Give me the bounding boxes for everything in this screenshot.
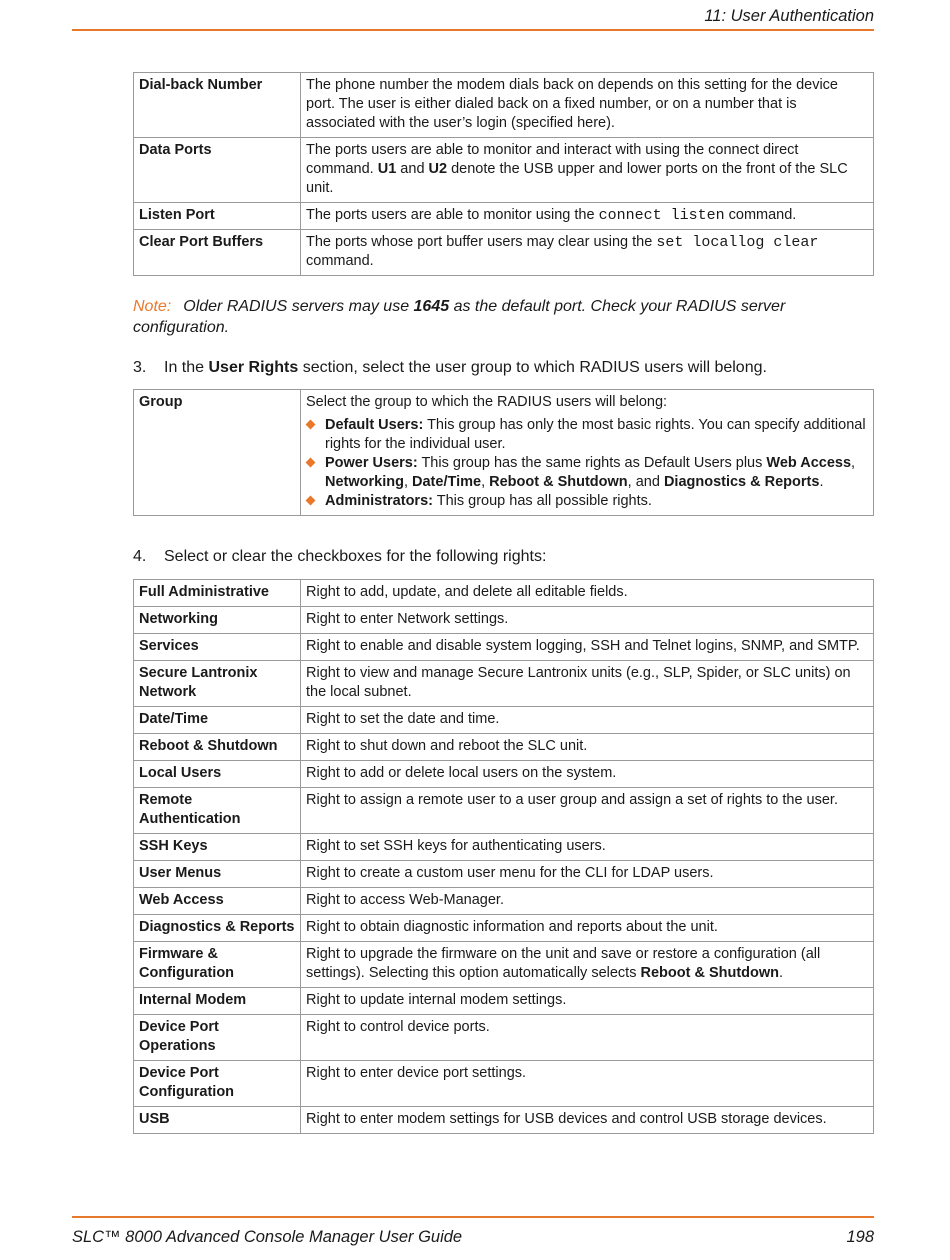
table-row [134, 138, 874, 203]
table-row [134, 1061, 874, 1107]
row-key: Date/Time [134, 707, 301, 734]
row-description [301, 1061, 874, 1107]
bold-text: Networking [325, 474, 404, 490]
row-key: Remote Authentication [134, 788, 301, 834]
row-description [301, 734, 874, 761]
text-run: . [819, 474, 824, 490]
row-key: Local Users [134, 761, 301, 788]
text-run: . [779, 965, 784, 981]
row-key: Dial-back Number [134, 73, 301, 138]
row-description [301, 73, 874, 138]
table-row [134, 203, 874, 230]
footer-rule [72, 1216, 874, 1218]
group-bullet [306, 416, 868, 454]
row-description [301, 1015, 874, 1061]
text-run: , [851, 455, 856, 471]
group-bullet-list [306, 416, 868, 511]
text-run: Right to enter modem settings for USB devices and control USB storage devices. [306, 1111, 827, 1127]
table-row [134, 661, 874, 707]
row-description [301, 915, 874, 942]
table-row [134, 230, 874, 276]
note-port-number: 1645 [413, 298, 450, 315]
row-key: Internal Modem [134, 988, 301, 1015]
diamond-bullet-icon [306, 458, 316, 468]
text-run: Right to assign a remote user to a user group and assign a set of rights to the user. [306, 792, 838, 808]
text-run: , [403, 474, 413, 490]
row-key: Data Ports [134, 138, 301, 203]
chapter-header: 11: User Authentication [704, 7, 874, 25]
note-text-before: Older RADIUS servers may use [183, 298, 414, 315]
text-run: Right to set SSH keys for authenticating users. [306, 838, 606, 854]
row-key: Device Port Configuration [134, 1061, 301, 1107]
text-run: Right to set the date and time. [306, 711, 500, 727]
text-run: command. [306, 253, 374, 269]
command-text: set locallog clear [656, 234, 819, 251]
text-run: Right to add, update, and delete all editable fields. [306, 584, 628, 600]
table-row [134, 834, 874, 861]
step-4 [133, 547, 546, 567]
text-run: The ports users are able to monitor using the [306, 207, 599, 223]
step-3 [133, 358, 767, 378]
text-run: command. [724, 207, 797, 223]
text-run: and [396, 161, 429, 177]
table-row [134, 1107, 874, 1134]
bold-text: Diagnostics & Reports [663, 474, 820, 490]
row-description [301, 834, 874, 861]
text-run: Right to control device ports. [306, 1019, 490, 1035]
table-row [134, 607, 874, 634]
text-run: Right to upgrade the firmware on the unit and save or restore a configuration (all settings). Selecting this option automatically selects [306, 946, 821, 981]
table-row [134, 707, 874, 734]
row-description [301, 230, 874, 276]
group-bullet [306, 454, 868, 492]
table-row [134, 1015, 874, 1061]
rights-table [133, 579, 874, 1134]
step-text-bold: User Rights [208, 359, 299, 376]
row-description [301, 138, 874, 203]
row-key: Full Administrative [134, 580, 301, 607]
text-run: Right to shut down and reboot the SLC unit. [306, 738, 588, 754]
group-bullet [306, 492, 868, 511]
table-row [134, 942, 874, 988]
row-key: Clear Port Buffers [134, 230, 301, 276]
text-run: Right to view and manage Secure Lantronix units (e.g., SLP, Spider, or SLC units) on the local subnet. [306, 665, 851, 700]
row-key: Firmware & Configuration [134, 942, 301, 988]
step-number: 3. [133, 359, 147, 376]
group-description [301, 390, 874, 516]
row-description [301, 707, 874, 734]
bold-text: Date/Time [412, 474, 482, 490]
bold-text: U2 [428, 161, 448, 177]
header-rule [72, 29, 874, 31]
row-description [301, 634, 874, 661]
row-description [301, 988, 874, 1015]
table-row [134, 788, 874, 834]
diamond-bullet-icon [306, 496, 316, 506]
text-run: Right to update internal modem settings. [306, 992, 567, 1008]
text-run: Right to enable and disable system logging, SSH and Telnet logins, SNMP, and SMTP. [306, 638, 860, 654]
row-description [301, 580, 874, 607]
row-key: Reboot & Shutdown [134, 734, 301, 761]
row-key: Diagnostics & Reports [134, 915, 301, 942]
bold-text: Reboot & Shutdown [489, 474, 628, 490]
bold-text: Reboot & Shutdown [640, 965, 780, 981]
text-run: Right to add or delete local users on the system. [306, 765, 617, 781]
text-run: The ports users are able to monitor and interact with using the connect direct command. [306, 142, 799, 177]
step-number: 4. [133, 548, 147, 565]
text-run: This group has the same rights as Default Users plus [417, 455, 767, 471]
text-run: This group has only the most basic rights. You can specify additional rights for the individual user. [325, 417, 866, 452]
text-run: Right to enter device port settings. [306, 1065, 527, 1081]
bold-text: Default Users: [325, 417, 424, 433]
bold-text: Power Users: [325, 455, 418, 471]
row-description [301, 942, 874, 988]
note-label: Note: [133, 298, 172, 315]
text-run: Right to obtain diagnostic information and reports about the unit. [306, 919, 718, 935]
page-number: 198 [846, 1228, 874, 1246]
table-row [134, 634, 874, 661]
row-description [301, 1107, 874, 1134]
row-description [301, 888, 874, 915]
text-run: The phone number the modem dials back on depends on this setting for the device port. The user is either dialed back on a fixed number, or on a number that is associated with the user’s login (specified here). [306, 77, 838, 131]
step-text: Select or clear the checkboxes for the following rights: [164, 548, 547, 565]
note-block [133, 296, 813, 338]
table-row [134, 390, 874, 516]
text-run: Right to create a custom user menu for the CLI for LDAP users. [306, 865, 714, 881]
row-key: Secure Lantronix Network [134, 661, 301, 707]
table-row [134, 734, 874, 761]
text-run: , and [627, 474, 664, 490]
row-description [301, 788, 874, 834]
row-description [301, 607, 874, 634]
port-settings-table [133, 72, 874, 276]
row-key: Listen Port [134, 203, 301, 230]
table-row [134, 761, 874, 788]
group-table [133, 389, 874, 516]
group-key: Group [134, 390, 301, 516]
row-key: SSH Keys [134, 834, 301, 861]
bold-text: Web Access [766, 455, 852, 471]
note-text-after: as the default port. Check your RADIUS server configuration. [133, 298, 786, 336]
command-text: connect listen [598, 207, 725, 224]
row-key: Web Access [134, 888, 301, 915]
row-key: User Menus [134, 861, 301, 888]
group-intro: Select the group to which the RADIUS users will belong: [306, 394, 668, 410]
row-key: USB [134, 1107, 301, 1134]
bold-text: Administrators: [325, 493, 433, 509]
table-row [134, 580, 874, 607]
row-key: Device Port Operations [134, 1015, 301, 1061]
row-key: Services [134, 634, 301, 661]
row-description [301, 661, 874, 707]
row-description [301, 761, 874, 788]
text-run: The ports whose port buffer users may clear using the [306, 234, 657, 250]
table-row [134, 73, 874, 138]
row-key: Networking [134, 607, 301, 634]
table-row [134, 988, 874, 1015]
text-run: This group has all possible rights. [432, 493, 652, 509]
bold-text: U1 [377, 161, 397, 177]
text-run: Right to access Web-Manager. [306, 892, 504, 908]
text-run: Right to enter Network settings. [306, 611, 509, 627]
diamond-bullet-icon [306, 420, 316, 430]
table-row [134, 861, 874, 888]
row-description [301, 861, 874, 888]
table-row [134, 888, 874, 915]
text-run: denote the USB upper and lower ports on the front of the SLC unit. [306, 161, 848, 196]
step-text-before: In the [164, 359, 209, 376]
table-row [134, 915, 874, 942]
row-description [301, 203, 874, 230]
text-run: , [481, 474, 490, 490]
step-text-after: section, select the user group to which RADIUS users will belong. [298, 359, 767, 376]
footer-title: SLC™ 8000 Advanced Console Manager User Guide [72, 1228, 463, 1246]
